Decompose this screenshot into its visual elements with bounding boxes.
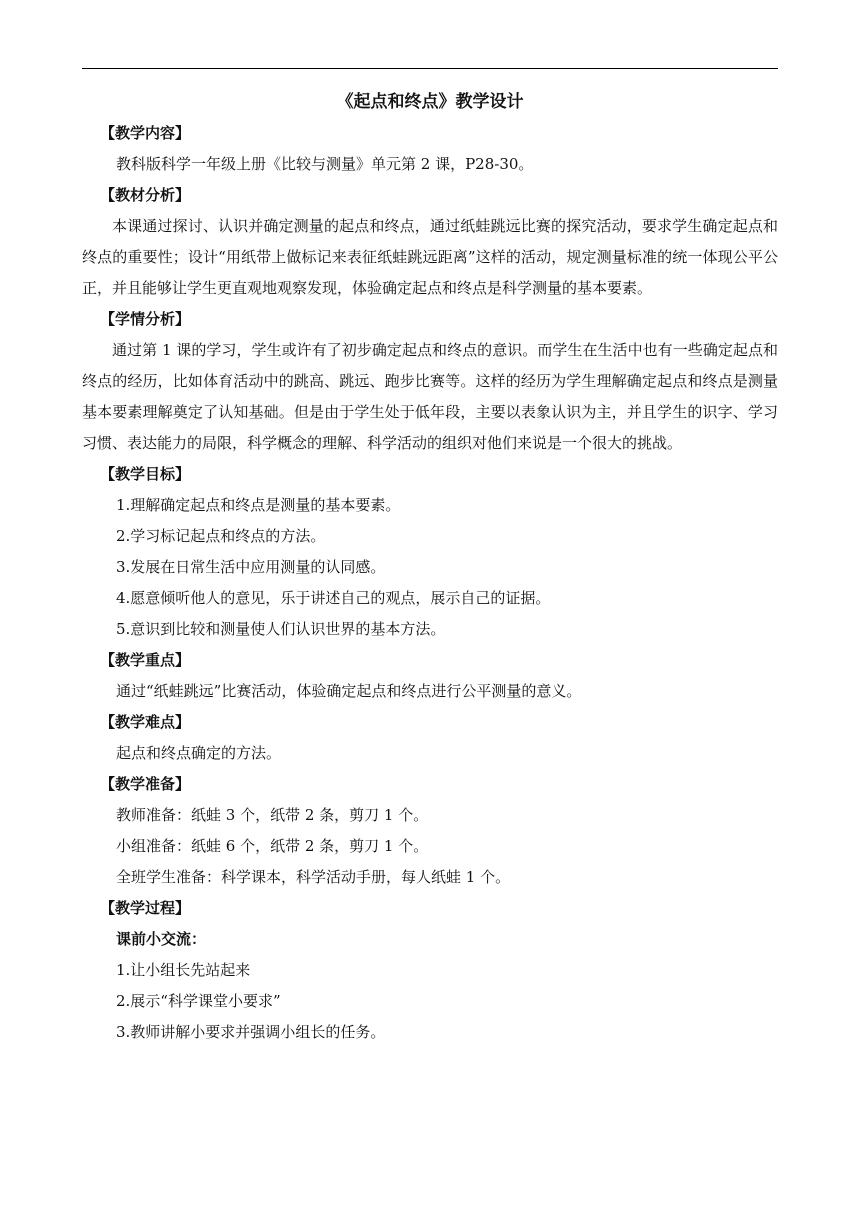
list-item: 1.让小组长先站起来 [116, 961, 251, 979]
section-heading: 【教材分析】 [100, 186, 191, 204]
list-item: 全班学生准备：科学课本，科学活动手册，每人纸蛙 1 个。 [116, 868, 511, 886]
section-heading: 【教学过程】 [100, 899, 191, 917]
header-rule [82, 68, 778, 69]
section-heading: 【教学重点】 [100, 651, 191, 669]
list-item: 小组准备：纸蛙 6 个，纸带 2 条，剪刀 1 个。 [116, 837, 429, 855]
section-heading: 【教学内容】 [100, 124, 191, 142]
section-heading: 【教学目标】 [100, 465, 191, 483]
section-heading: 【教学难点】 [100, 713, 191, 731]
section-teaching-goals [82, 459, 778, 645]
list-item: 4.愿意倾听他人的意见，乐于讲述自己的观点，展示自己的证据。 [116, 589, 551, 607]
list-item: 3.教师讲解小要求并强调小组长的任务。 [116, 1023, 386, 1041]
section-difficulty [82, 707, 778, 769]
list-item: 1.理解确定起点和终点是测量的基本要素。 [116, 496, 401, 514]
list-item: 教师准备：纸蛙 3 个，纸带 2 条，剪刀 1 个。 [116, 806, 429, 824]
section-subheading: 课前小交流： [116, 930, 207, 948]
section-preparation [82, 769, 778, 893]
section-paragraph: 本课通过探讨、认识并确定测量的起点和终点，通过纸蛙跳远比赛的探究活动，要求学生确定起点和终点的重要性；设计“用纸带上做标记来表征纸蛙跳远距离”这样的活动，规定测量标准的统一体现公平公正，并且能够让学生更直观地观察发现，体验确定起点和终点是科学测量的基本要素。 [82, 217, 778, 297]
list-item: 2.展示“科学课堂小要求” [116, 992, 281, 1010]
list-item: 2.学习标记起点和终点的方法。 [116, 527, 326, 545]
list-item: 5.意识到比较和测量使人们认识世界的基本方法。 [116, 620, 446, 638]
section-student-analysis [82, 304, 778, 459]
section-text: 通过“纸蛙跳远”比赛活动，体验确定起点和终点进行公平测量的意义。 [116, 682, 582, 700]
section-heading: 【教学准备】 [100, 775, 191, 793]
list-item: 3.发展在日常生活中应用测量的认同感。 [116, 558, 386, 576]
section-key-point [82, 645, 778, 707]
section-text: 教科版科学一年级上册《比较与测量》单元第 2 课，P28-30。 [116, 155, 534, 173]
section-heading: 【学情分析】 [100, 310, 191, 328]
document-body [82, 86, 778, 1048]
section-paragraph: 通过第 1 课的学习，学生或许有了初步确定起点和终点的意识。而学生在生活中也有一些确定起点和终点的经历，比如体育活动中的跳高、跳远、跑步比赛等。这样的经历为学生理解确定起点和终点是测量基本要素理解奠定了认知基础。但是由于学生处于低年段，主要以表象认识为主，并且学生的识字、学习习惯、表达能力的局限，科学概念的理解、科学活动的组织对他们来说是一个很大的挑战。 [82, 341, 778, 452]
section-text: 起点和终点确定的方法。 [116, 744, 282, 762]
section-material-analysis [82, 180, 778, 304]
document-title: 《起点和终点》教学设计 [336, 92, 524, 112]
section-teaching-content [82, 118, 778, 180]
section-process [82, 893, 778, 1048]
